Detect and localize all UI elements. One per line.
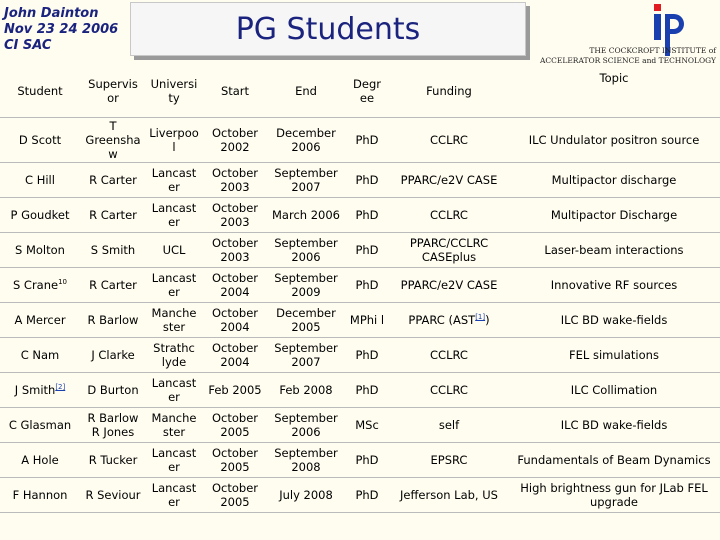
col-header-topic: Topic <box>508 65 720 118</box>
author-info <box>4 6 118 54</box>
col-header-degree: Degr ee <box>344 65 390 118</box>
cell-funding: PPARC/CCLRC CASEplus <box>390 233 508 268</box>
cell-university: UCL <box>146 233 202 268</box>
cell-topic: Fundamentals of Beam Dynamics <box>508 443 720 478</box>
cell-topic: FEL simulations <box>508 338 720 373</box>
cell-degree: PhD <box>344 478 390 513</box>
table-row <box>0 118 720 163</box>
cell-degree: PhD <box>344 233 390 268</box>
cell-student: A Mercer <box>0 303 80 338</box>
cell-end: September 2007 <box>268 338 344 373</box>
cell-start: October 2004 <box>202 338 268 373</box>
cell-end: September 2008 <box>268 443 344 478</box>
student-name: J Smith <box>14 383 56 397</box>
cell-start: Feb 2005 <box>202 373 268 408</box>
students-table <box>0 65 720 513</box>
cell-start: October 2004 <box>202 268 268 303</box>
cell-student: D Scott <box>0 118 80 163</box>
col-header-student: Student <box>0 65 80 118</box>
cell-university: Manche ster <box>146 408 202 443</box>
author-name: John Dainton <box>4 6 99 21</box>
funding-close: ) <box>485 313 490 327</box>
meeting-name: CI SAC <box>4 38 52 53</box>
cell-funding: CCLRC <box>390 373 508 408</box>
cell-topic: ILC BD wake-fields <box>508 408 720 443</box>
cell-supervisor: R Carter <box>80 163 146 198</box>
table-row <box>0 373 720 408</box>
table-row <box>0 478 720 513</box>
cell-degree: MSc <box>344 408 390 443</box>
table-row <box>0 338 720 373</box>
cell-degree: PhD <box>344 268 390 303</box>
cell-student <box>0 268 80 303</box>
cell-end: March 2006 <box>268 198 344 233</box>
cell-supervisor: J Clarke <box>80 338 146 373</box>
cell-degree: PhD <box>344 338 390 373</box>
cell-degree: PhD <box>344 443 390 478</box>
cell-end: July 2008 <box>268 478 344 513</box>
cell-supervisor: S Smith <box>80 233 146 268</box>
cell-degree: PhD <box>344 118 390 163</box>
cell-funding: CCLRC <box>390 338 508 373</box>
institute-line-1: THE COCKCROFT INSTITUTE of <box>589 46 716 55</box>
col-header-supervisor: Supervis or <box>80 65 146 118</box>
cell-topic: Multipactor discharge <box>508 163 720 198</box>
cell-degree: PhD <box>344 198 390 233</box>
footnote-link[interactable]: [2] <box>55 383 66 392</box>
cell-start: October 2003 <box>202 163 268 198</box>
cell-start: October 2005 <box>202 408 268 443</box>
cell-topic: Multipactor Discharge <box>508 198 720 233</box>
title-box <box>130 2 526 56</box>
cell-end: September 2007 <box>268 163 344 198</box>
cell-supervisor: R Carter <box>80 268 146 303</box>
cell-start: October 2005 <box>202 478 268 513</box>
cell-topic: Innovative RF sources <box>508 268 720 303</box>
student-name: S Crane <box>12 278 59 292</box>
cell-start: October 2003 <box>202 198 268 233</box>
cell-end: September 2006 <box>268 233 344 268</box>
cell-funding: self <box>390 408 508 443</box>
cell-university: Lancast er <box>146 268 202 303</box>
student-superscript: 10 <box>58 278 68 287</box>
cell-degree: PhD <box>344 163 390 198</box>
cell-university: Lancast er <box>146 163 202 198</box>
cell-university: Strathc lyde <box>146 338 202 373</box>
cell-university: Lancast er <box>146 478 202 513</box>
cell-student: P Goudket <box>0 198 80 233</box>
institute-name <box>540 46 716 66</box>
header-row <box>0 65 720 118</box>
cell-funding: CCLRC <box>390 198 508 233</box>
table-row <box>0 233 720 268</box>
funding-text: PPARC (AST <box>408 313 476 327</box>
cell-funding: PPARC/e2V CASE <box>390 163 508 198</box>
cell-start: October 2003 <box>202 233 268 268</box>
cell-end: September 2006 <box>268 408 344 443</box>
cell-end: September 2009 <box>268 268 344 303</box>
cell-student: F Hannon <box>0 478 80 513</box>
cell-university: Manche ster <box>146 303 202 338</box>
cell-supervisor: R Barlow R Jones <box>80 408 146 443</box>
cell-start: October 2002 <box>202 118 268 163</box>
col-header-funding: Funding <box>390 65 508 118</box>
meeting-date: Nov 23 24 2006 <box>4 22 119 37</box>
cell-funding: Jefferson Lab, US <box>390 478 508 513</box>
table-row <box>0 268 720 303</box>
table-row <box>0 408 720 443</box>
cell-supervisor: D Burton <box>80 373 146 408</box>
cell-university: Lancast er <box>146 198 202 233</box>
cell-funding: CCLRC <box>390 118 508 163</box>
cell-degree: MPhi l <box>344 303 390 338</box>
cell-student: A Hole <box>0 443 80 478</box>
footnote-link[interactable]: [1] <box>475 313 486 322</box>
cell-university: Lancast er <box>146 373 202 408</box>
col-header-start: Start <box>202 65 268 118</box>
cell-supervisor: T Greensha w <box>80 118 146 163</box>
cell-topic: Laser-beam interactions <box>508 233 720 268</box>
page-title: PG Students <box>235 11 421 47</box>
cell-topic: High brightness gun for JLab FEL upgrade <box>508 478 720 513</box>
cell-university: Liverpoo l <box>146 118 202 163</box>
cell-start: October 2004 <box>202 303 268 338</box>
cell-funding: PPARC/e2V CASE <box>390 268 508 303</box>
cell-end: Feb 2008 <box>268 373 344 408</box>
cell-funding <box>390 303 508 338</box>
cell-university: Lancast er <box>146 443 202 478</box>
cell-supervisor: R Seviour <box>80 478 146 513</box>
cell-funding: EPSRC <box>390 443 508 478</box>
col-header-end: End <box>268 65 344 118</box>
cell-supervisor: R Barlow <box>80 303 146 338</box>
cell-student: C Glasman <box>0 408 80 443</box>
table-row <box>0 163 720 198</box>
cell-degree: PhD <box>344 373 390 408</box>
table-row <box>0 303 720 338</box>
cell-start: October 2005 <box>202 443 268 478</box>
cell-end: December 2005 <box>268 303 344 338</box>
cell-end: December 2006 <box>268 118 344 163</box>
cell-student <box>0 373 80 408</box>
cell-student: C Nam <box>0 338 80 373</box>
cell-supervisor: R Tucker <box>80 443 146 478</box>
cell-student: S Molton <box>0 233 80 268</box>
col-header-university: Universi ty <box>146 65 202 118</box>
institute-line-2: ACCELERATOR SCIENCE and TECHNOLOGY <box>539 56 716 65</box>
cell-topic: ILC BD wake-fields <box>508 303 720 338</box>
table-row <box>0 198 720 233</box>
cell-topic: ILC Collimation <box>508 373 720 408</box>
cell-topic: ILC Undulator positron source <box>508 118 720 163</box>
cell-student: C Hill <box>0 163 80 198</box>
table-row <box>0 443 720 478</box>
cell-supervisor: R Carter <box>80 198 146 233</box>
